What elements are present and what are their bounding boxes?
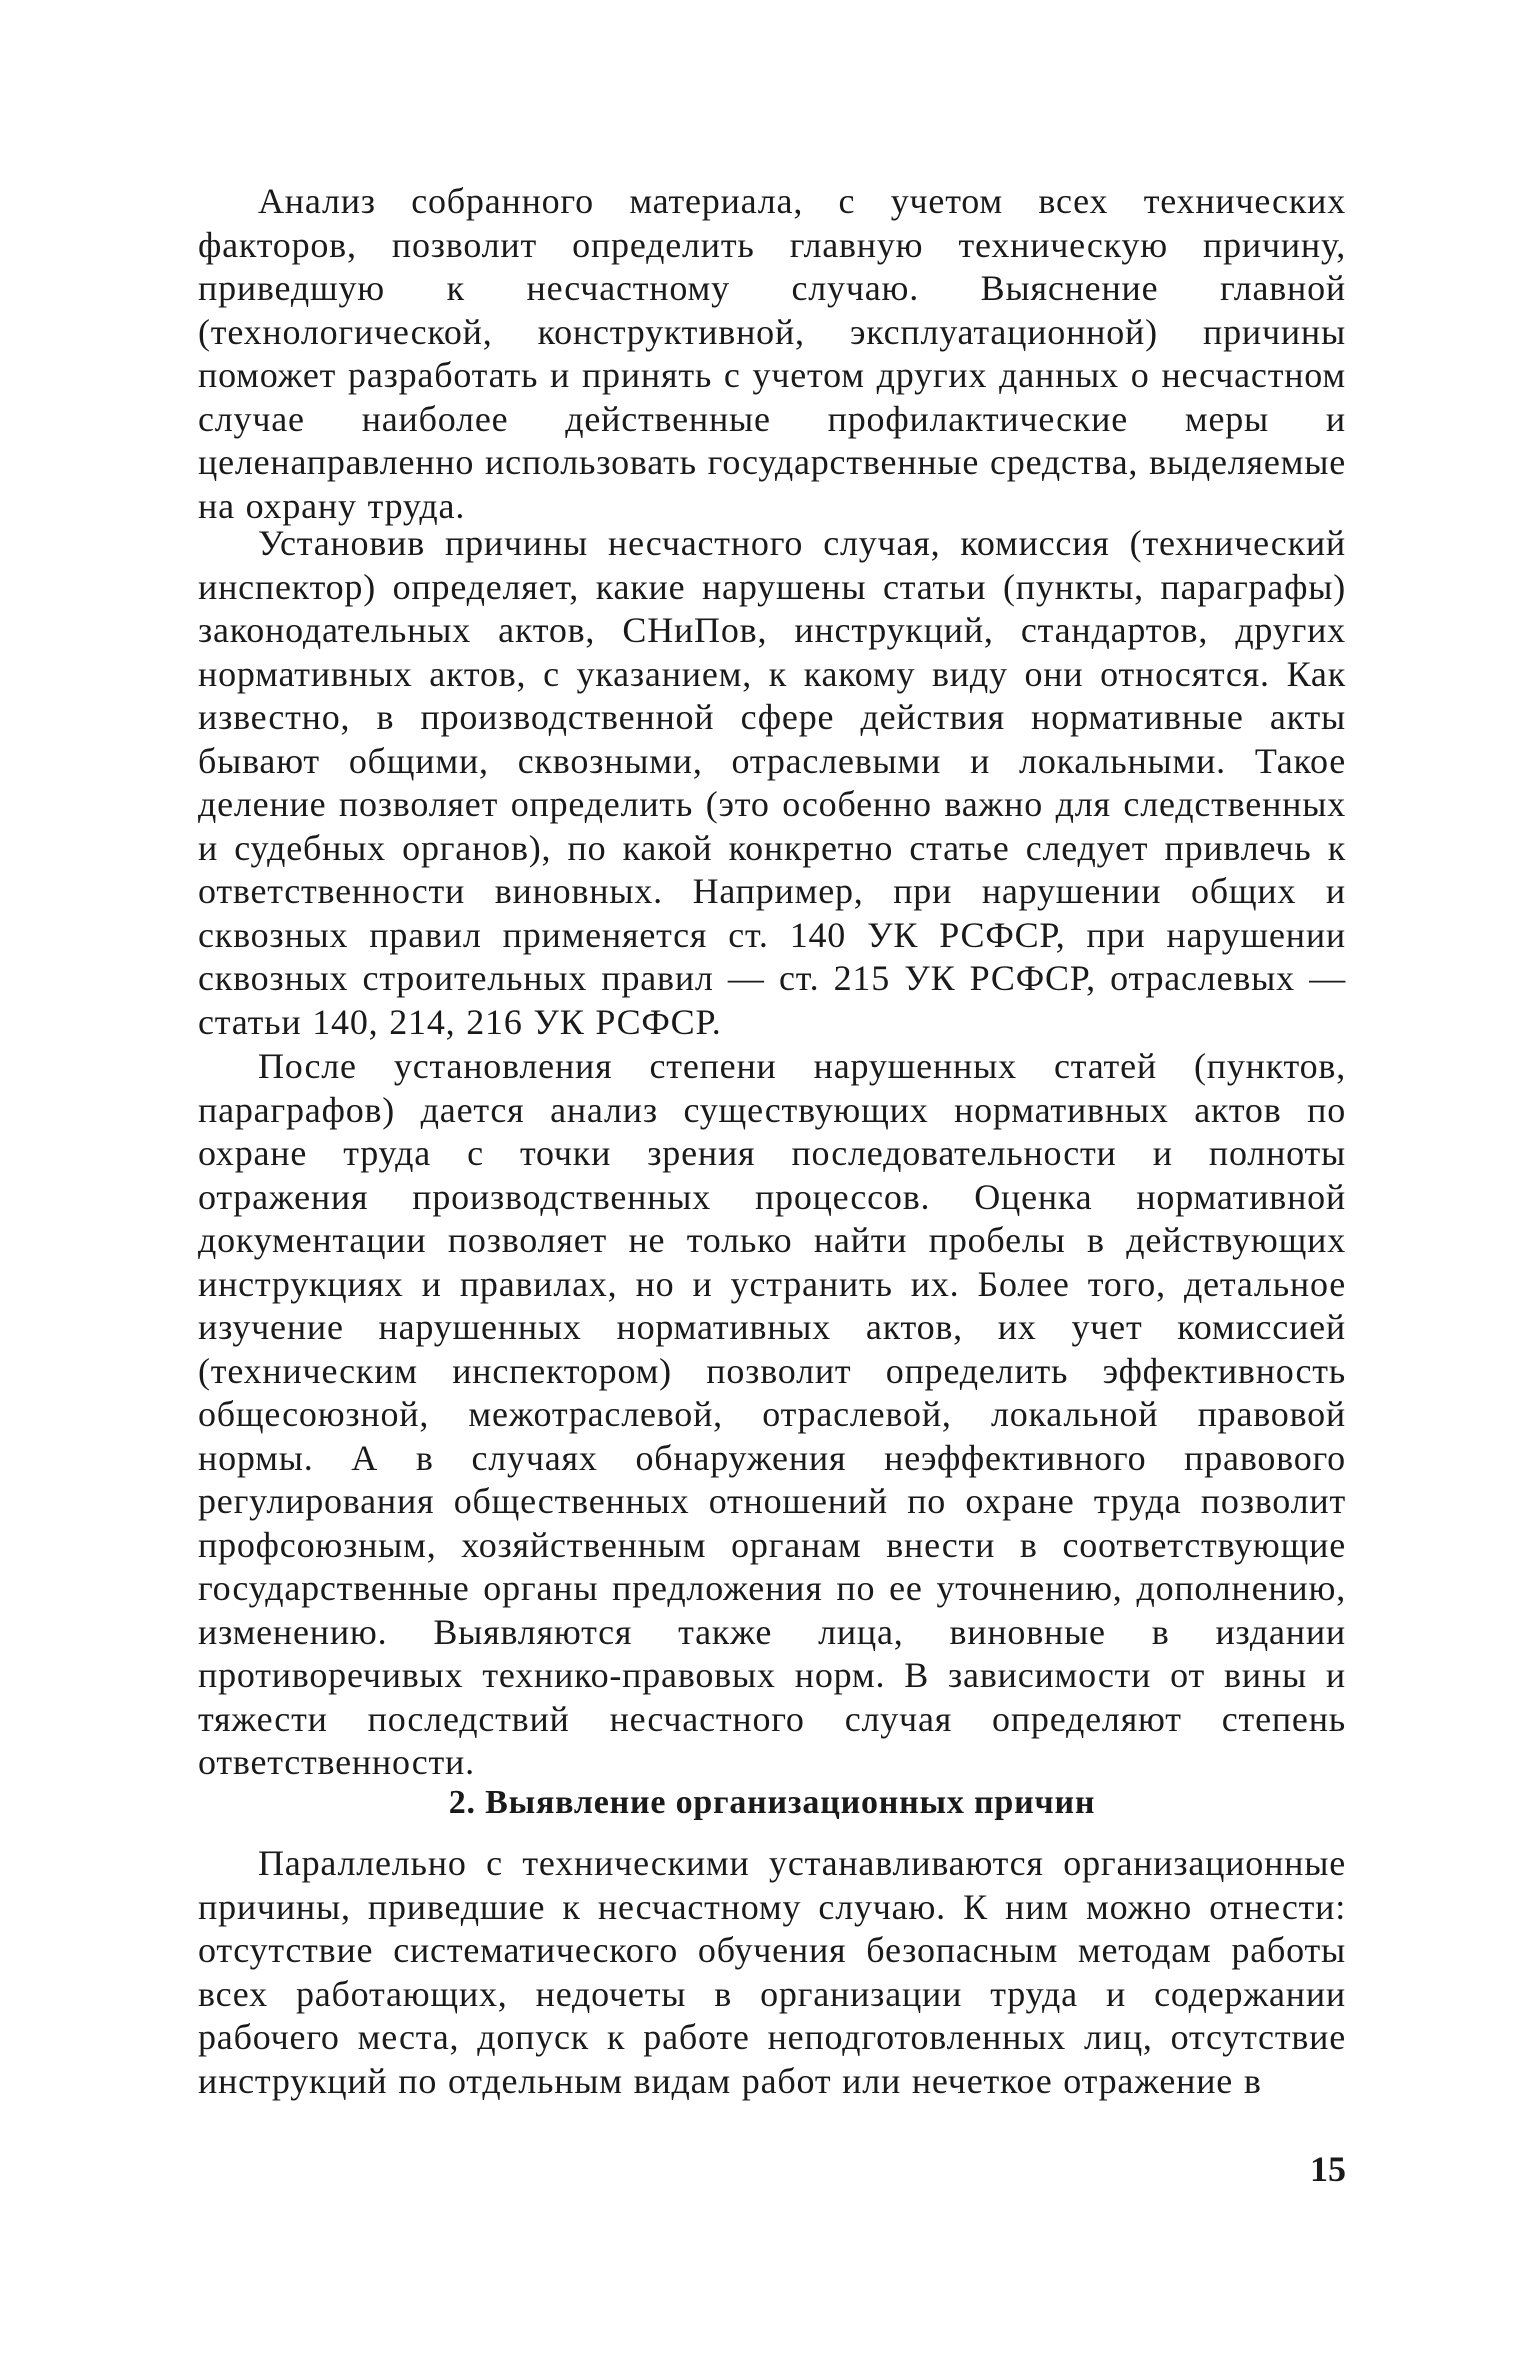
section-heading: 2. Выявление организационных причин <box>448 1784 1096 1821</box>
page-number: 15 <box>1310 2149 1346 2189</box>
section-paragraph: Параллельно с техническими устанавливаются организационные причины, приведшие к несчастному случаю. К ним можно отнести: отсутствие систематического обучения безопасным методам работы всех работающих, недочеты в организации труда и содержании рабочего места, допуск к работе неподготовленных лиц, отсутствие инструкций по отдельным видам работ или нечеткое отражение в <box>198 1843 1346 2101</box>
paragraph-block-3 <box>198 1045 1346 1785</box>
paragraph-block-4 <box>198 1842 1346 2103</box>
paragraph-2: Установив причины несчастного случая, комиссия (технический инспектор) определяет, какие нарушены статьи (пункты, параграфы) законодательных актов, СНиПов, инструкций, стандартов, других нормативных актов, с указанием, к какому виду они относятся. Как известно, в производственной сфере действия нормативные акты бывают общими, сквозными, отраслевыми и локальными. Такое деление позволяет определить (это особенно важно для следственных и судебных органов), по какой конкретно статье следует привлечь к ответственности виновных. Например, при нарушении общих и сквозных правил применяется ст. 140 УК РСФСР, при нарушении сквозных строительных правил — ст. 215 УК РСФСР, отраслевых — статьи 140, 214, 216 УК РСФСР. <box>198 523 1346 1042</box>
paragraph-1: Анализ собранного материала, с учетом всех технических факторов, позволит определить главную техническую причину, приведшую к несчастному случаю. Выяснение главной (технологической, конструктивной, эксплуатационной) причины поможет разработать и принять с учетом других данных о несчастном случае наиболее действенные профилактические меры и целенаправленно использовать государственные средства, выделяемые на охрану труда. <box>198 181 1346 526</box>
paragraph-block-2 <box>198 522 1346 1044</box>
paragraph-3: После установления степени нарушенных статей (пунктов, параграфов) дается анализ существующих нормативных актов по охране труда с точки зрения последовательности и полноты отражения производственных процессов. Оценка нормативной документации позволяет не только найти пробелы в действующих инструкциях и правилах, но и устранить их. Более того, детальное изучение нарушенных нормативных актов, их учет комиссией (техническим инспектором) позволит определить эффективность общесоюзной, межотраслевой, отраслевой, локальной правовой нормы. А в случаях обнаружения неэффективного правового регулирования общественных отношений по охране труда позволит профсоюзным, хозяйственным органам внести в соответствующие государственные органы предложения по ее уточнению, дополнению, изменению. Выявляются также лица, виновные в издании противоречивых технико-правовых норм. В зависимости от вины и тяжести последствий несчастного случая определяют степень ответственности. <box>198 1046 1346 1782</box>
paragraph-block-1 <box>198 180 1346 528</box>
